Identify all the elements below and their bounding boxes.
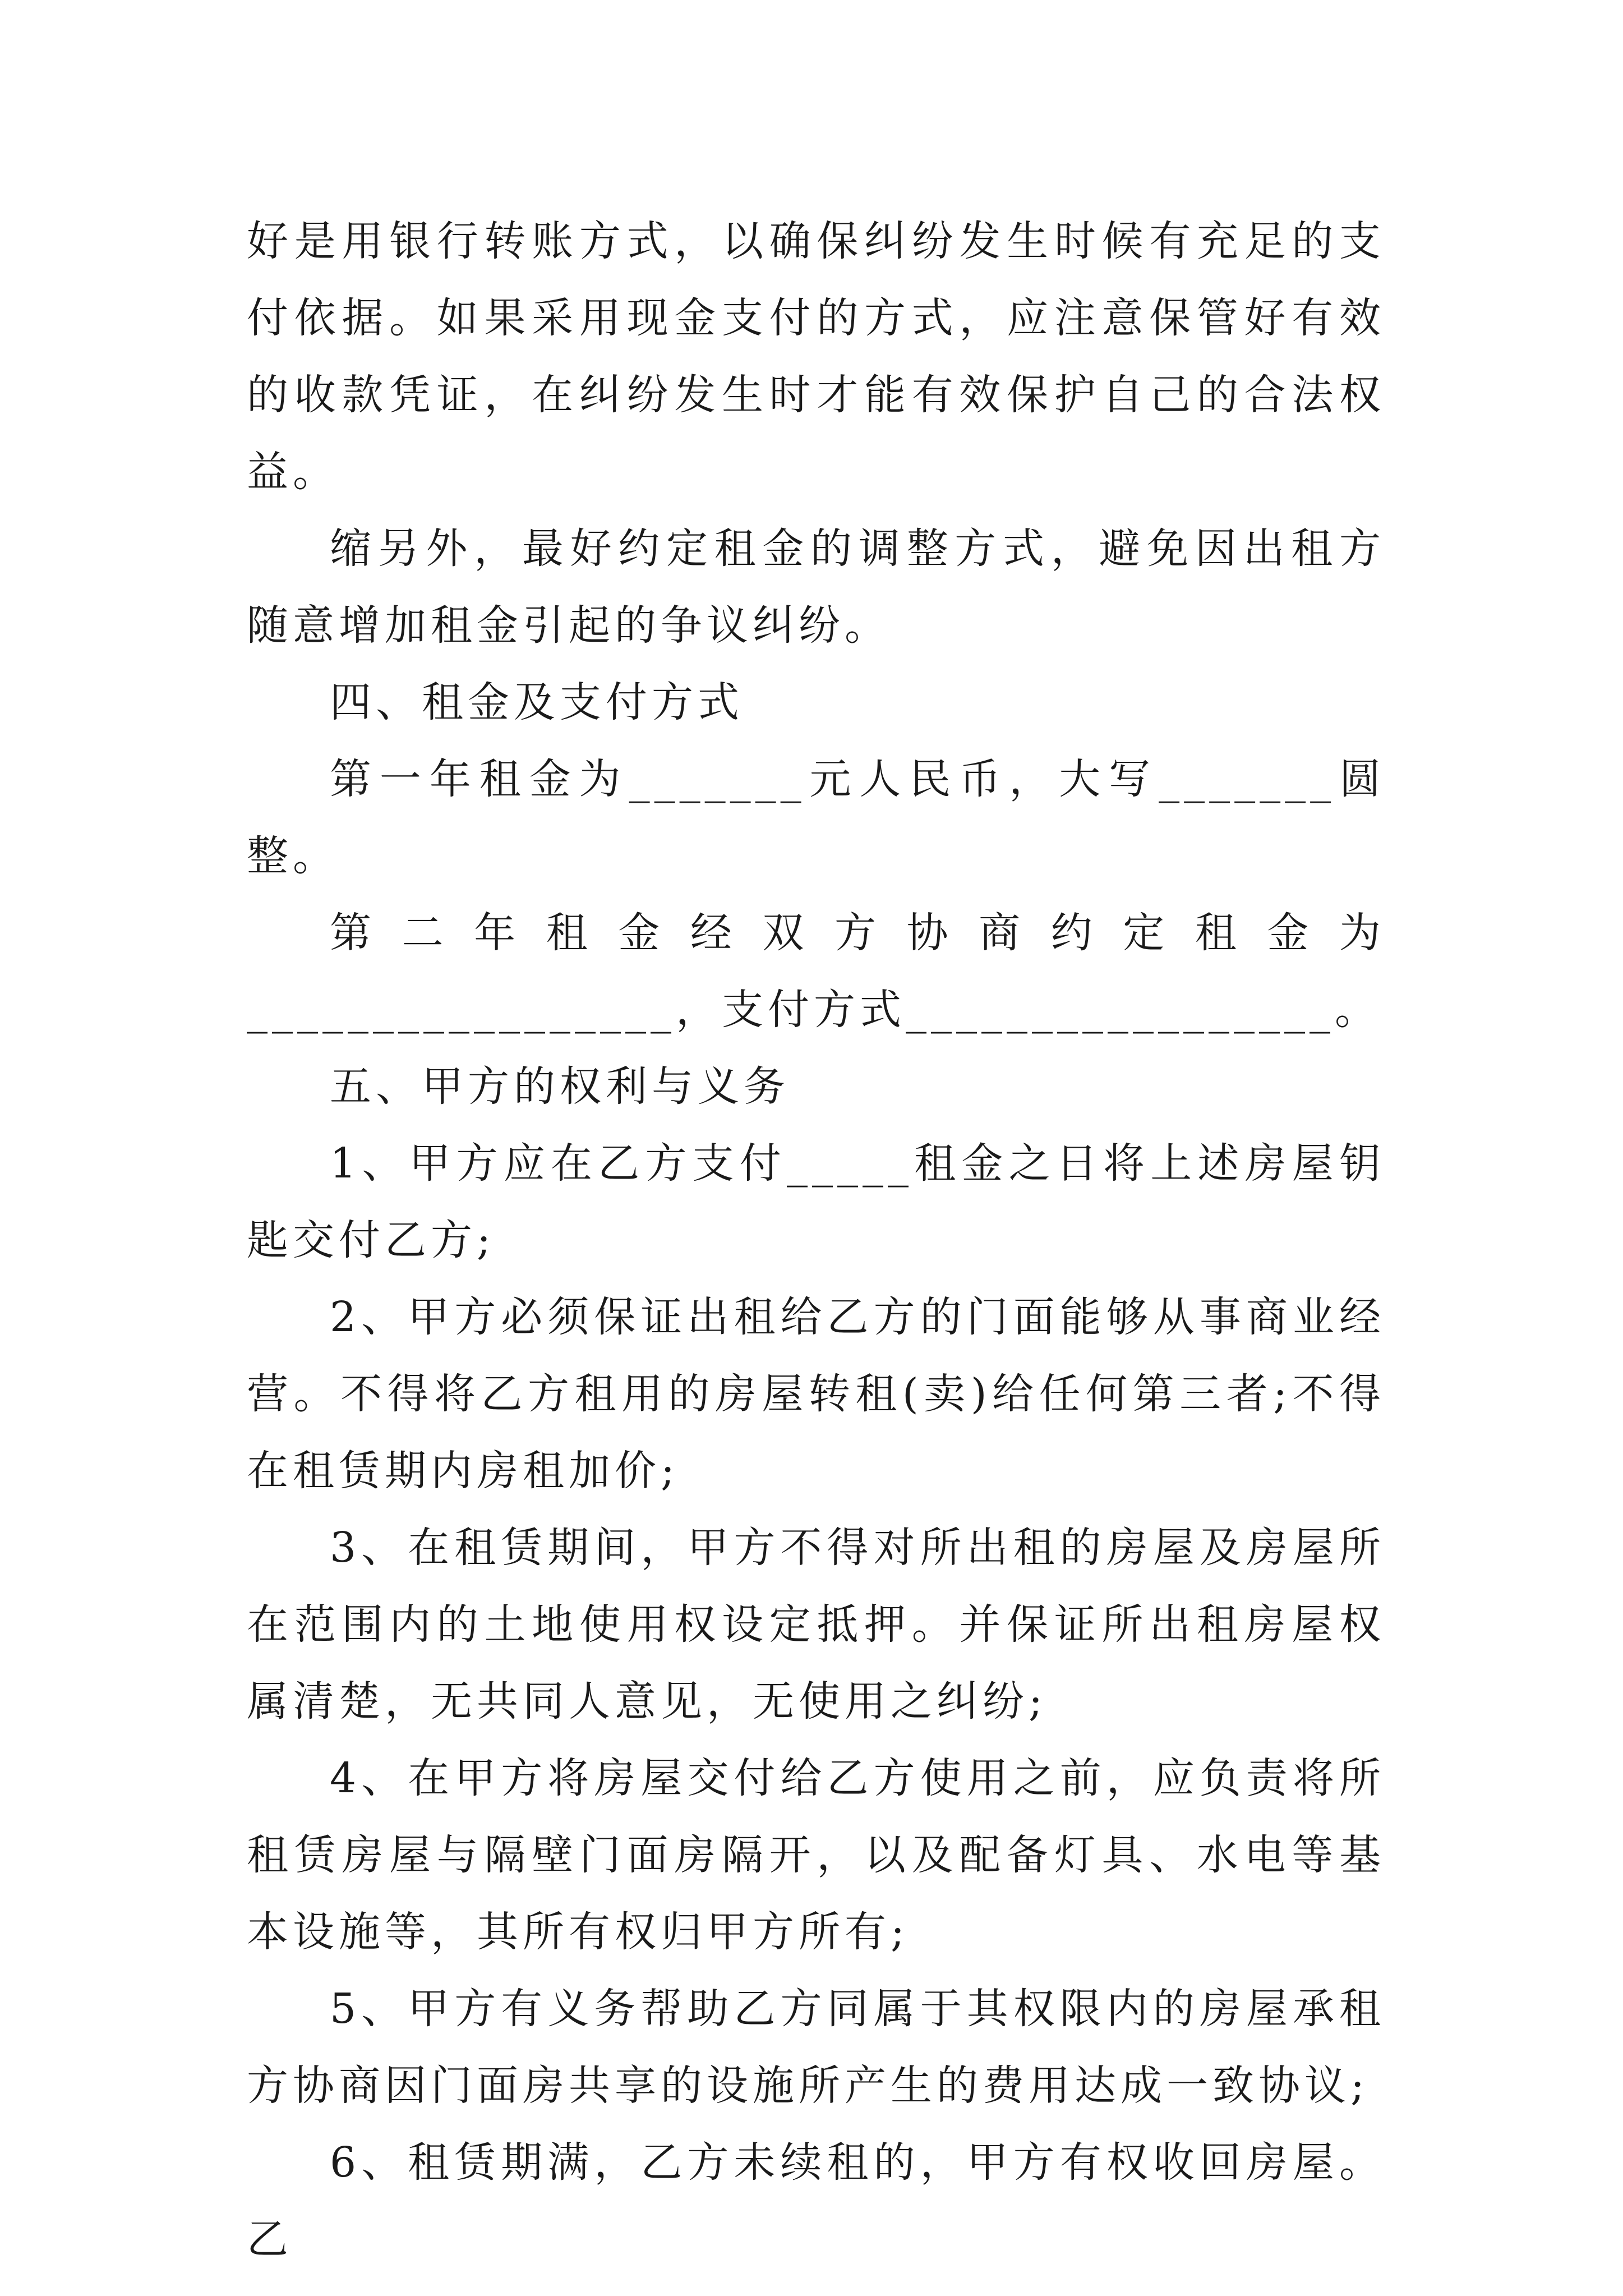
list-item: 6、租赁期满，乙方未续租的，甲方有权收回房屋。乙 bbox=[247, 2138, 1385, 2263]
paragraph: 缩另外，最好约定租金的调整方式，避免因出租方随意增加租金引起的争议纠纷。 bbox=[247, 524, 1385, 650]
section-heading: 五、甲方的权利与义务 bbox=[330, 1062, 790, 1111]
list-item: 4、在甲方将房屋交付给乙方使用之前，应负责将所租赁房屋与隔壁门面房隔开，以及配备灯具、水电等基本设施等，其所有权归甲方所有; bbox=[247, 1754, 1385, 1956]
section-heading: 四、租金及支付方式 bbox=[330, 678, 744, 726]
list-item: 3、在租赁期间，甲方不得对所出租的房屋及房屋所在范围内的土地使用权设定抵押。并保证所出租房屋权属清楚，无共同人意见，无使用之纠纷; bbox=[247, 1524, 1385, 1726]
paragraph: 第一年租金为_______元人民币，大写_______圆整。 bbox=[247, 755, 1385, 880]
paragraph: 第二年租金经双方协商约定租金为_________________，支付方式_________________。 bbox=[247, 909, 1385, 1034]
list-item: 1、甲方应在乙方支付_____租金之日将上述房屋钥匙交付乙方; bbox=[247, 1139, 1385, 1264]
list-item: 5、甲方有义务帮助乙方同属于其权限内的房屋承租方协商因门面房共享的设施所产生的费用达成一致协议; bbox=[247, 1985, 1385, 2110]
document-body bbox=[247, 203, 1385, 2278]
list-item: 2、甲方必须保证出租给乙方的门面能够从事商业经营。不得将乙方租用的房屋转租(卖)给任何第三者;不得在租赁期内房租加价; bbox=[247, 1293, 1385, 1495]
paragraph: 好是用银行转账方式，以确保纠纷发生时候有充足的支付依据。如果采用现金支付的方式，应注意保管好有效的收款凭证，在纠纷发生时才能有效保护自己的合法权益。 bbox=[247, 217, 1385, 496]
